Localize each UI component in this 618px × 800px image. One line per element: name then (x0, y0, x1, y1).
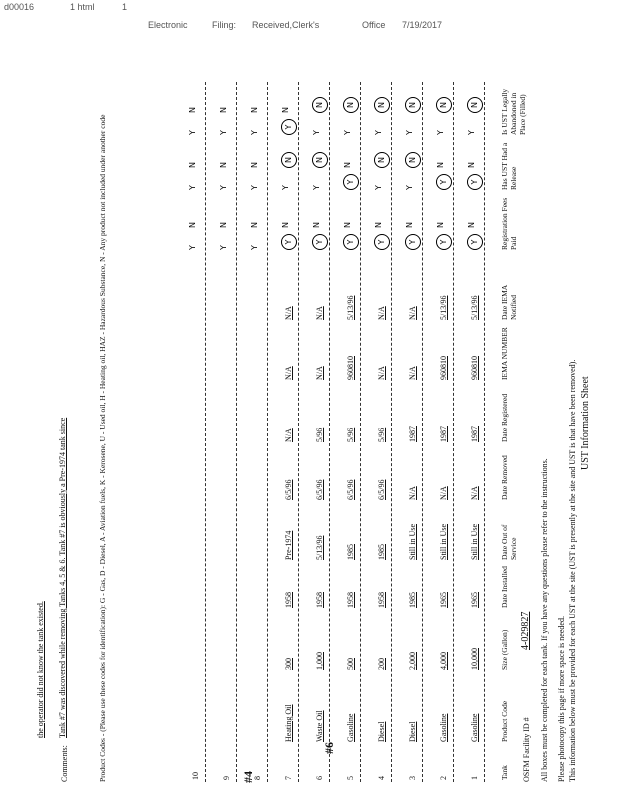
option-release-n: N (374, 152, 390, 168)
stamp-office: Office (362, 20, 386, 30)
option-release-y: Y (343, 174, 359, 190)
option-abandoned-n: N (343, 97, 359, 113)
column-header: Date Removed (500, 455, 509, 500)
cell-product: Gasoline (470, 713, 479, 742)
option-abandoned-n: N (219, 107, 228, 113)
cell-registered: 5/96 (377, 427, 386, 442)
option-abandoned-y: Y (312, 130, 321, 135)
margin-note: #4 (241, 771, 255, 783)
option-abandoned-n: N (281, 107, 290, 113)
cell-installed: 1958 (377, 592, 386, 608)
column-header: Date Registered (500, 393, 509, 442)
row-divider (267, 82, 268, 782)
document-page (0, 40, 618, 800)
instruction-line-1: This information below must be provided for each UST at the site (UST is presently at the site and UST is that have been removed). (568, 359, 577, 782)
cell-size: 4,000 (439, 652, 448, 670)
option-release-n: N (405, 152, 421, 168)
row-divider (360, 82, 361, 782)
cell-removed: 6/5/96 (284, 479, 293, 500)
option-release-n: N (188, 162, 197, 168)
row-divider (205, 82, 206, 782)
option-release-y: Y (374, 185, 383, 190)
option-release-n: N (436, 162, 445, 168)
cell-registered: 1987 (470, 426, 479, 442)
stamp-filing: Filing: (212, 20, 237, 30)
option-release-y: Y (467, 174, 483, 190)
cell-registered: 5/96 (346, 427, 355, 442)
option-release-y: Y (219, 185, 228, 190)
cell-tank: 2 (439, 776, 448, 780)
option-abandoned-y: Y (436, 130, 445, 135)
option-fees-y: Y (250, 245, 259, 250)
option-abandoned-n: N (374, 97, 390, 113)
option-release-n: N (467, 162, 476, 168)
cell-size: 10,000 (470, 648, 479, 670)
column-header: Product Code (500, 700, 509, 742)
column-header: Date Installed (500, 566, 509, 608)
cell-notified: N/A (284, 306, 293, 320)
instruction-line-3: All boxes must be completed for each tank. If you have any questions please refer to the instructions. (540, 458, 549, 782)
stamp-received: Received,Clerk's (252, 20, 320, 30)
margin-note: #6 (322, 742, 336, 754)
option-abandoned-n: N (436, 97, 452, 113)
cell-out: Still in Use (408, 523, 417, 560)
comments-label: Comments: (60, 745, 69, 782)
option-release-n: N (219, 162, 228, 168)
cell-iema: 960810 (470, 356, 479, 380)
option-fees-n: N (467, 222, 476, 228)
cell-installed: 1965 (470, 592, 479, 608)
form-title: UST Information Sheet (580, 376, 591, 470)
option-fees-y: Y (467, 234, 483, 250)
cell-size: 300 (284, 658, 293, 670)
row-divider (236, 82, 237, 782)
cell-size: 200 (377, 658, 386, 670)
option-release-y: Y (250, 185, 259, 190)
cell-installed: 1958 (346, 592, 355, 608)
cell-notified: N/A (377, 306, 386, 320)
cell-size: 1,000 (315, 652, 324, 670)
cell-notified: 5/13/96 (439, 295, 448, 320)
cell-removed: N/A (408, 486, 417, 500)
cell-out: 1985 (346, 544, 355, 560)
comment-line-2: the operator did not know the tank existed. (36, 601, 45, 738)
facility-id-label: OSFM Facility ID # (522, 717, 531, 782)
row-divider (484, 82, 485, 782)
column-header: Tank (500, 765, 509, 780)
option-release-y: Y (436, 174, 452, 190)
stamp-electronic: Electronic (148, 20, 188, 30)
cell-tank: 7 (284, 776, 293, 780)
option-release-y: Y (312, 185, 321, 190)
cell-iema: N/A (377, 366, 386, 380)
cell-iema: N/A (284, 366, 293, 380)
cell-removed: N/A (439, 486, 448, 500)
column-header: Registration Fees Paid (500, 197, 518, 250)
option-abandoned-y: Y (467, 130, 476, 135)
stamp-date: 7/19/2017 (402, 20, 443, 30)
option-fees-y: Y (188, 245, 197, 250)
cell-product: Diesel (377, 721, 386, 742)
cell-out: Pre-1974 (284, 530, 293, 560)
option-fees-y: Y (405, 234, 421, 250)
cell-out: Still in Use (439, 523, 448, 560)
rotated-form (0, 40, 618, 800)
option-fees-y: Y (343, 234, 359, 250)
cell-notified: N/A (408, 306, 417, 320)
scan-header (0, 0, 618, 40)
cell-product: Gasoline (439, 713, 448, 742)
row-divider (329, 82, 330, 782)
scan-id: d00016 (4, 2, 35, 12)
row-divider (298, 82, 299, 782)
cell-tank: 8 (253, 776, 262, 780)
cell-size: 500 (346, 658, 355, 670)
row-divider (422, 82, 423, 782)
column-header: Has UST Had a Release (500, 142, 518, 190)
cell-out: Still in Use (470, 523, 479, 560)
cell-tank: 10 (191, 772, 200, 780)
cell-tank: 5 (346, 776, 355, 780)
option-fees-y: Y (312, 234, 328, 250)
scan-type: 1 html (70, 2, 95, 12)
option-fees-n: N (343, 222, 352, 228)
option-abandoned-y: Y (219, 130, 228, 135)
column-header: IEMA NUMBER (500, 327, 509, 380)
cell-tank: 6 (315, 776, 324, 780)
option-release-y: Y (188, 185, 197, 190)
option-fees-y: Y (436, 234, 452, 250)
option-abandoned-y: Y (405, 130, 414, 135)
cell-iema: 960810 (439, 356, 448, 380)
cell-notified: N/A (315, 306, 324, 320)
cell-notified: 5/13/96 (470, 295, 479, 320)
option-abandoned-y: Y (343, 130, 352, 135)
option-fees-y: Y (219, 245, 228, 250)
option-fees-n: N (188, 222, 197, 228)
option-abandoned-y: Y (250, 130, 259, 135)
cell-iema: N/A (408, 366, 417, 380)
cell-iema: N/A (315, 366, 324, 380)
option-fees-n: N (312, 222, 321, 228)
option-fees-n: N (219, 222, 228, 228)
option-abandoned-n: N (312, 97, 328, 113)
cell-registered: N/A (284, 428, 293, 442)
cell-product: Gasoline (346, 713, 355, 742)
cell-installed: 1985 (408, 592, 417, 608)
cell-tank: 1 (470, 776, 479, 780)
cell-removed: 6/5/96 (377, 479, 386, 500)
cell-removed: N/A (470, 486, 479, 500)
comment-line-1: Tank #7 was discovered while removing Tanks 4, 5 & 6. Tank #7 is obviously a Pre-1974 tank since (58, 417, 67, 738)
option-fees-n: N (405, 222, 414, 228)
cell-product: Diesel (408, 721, 417, 742)
cell-product: Waste Oil (315, 710, 324, 742)
cell-out: 5/13/96 (315, 535, 324, 560)
cell-registered: 5/96 (315, 427, 324, 442)
option-abandoned-n: N (467, 97, 483, 113)
cell-removed: 6/5/96 (346, 479, 355, 500)
column-header: Date Out of Service (500, 524, 518, 560)
cell-product: Heating Oil (284, 704, 293, 742)
option-abandoned-y: Y (188, 130, 197, 135)
column-header: Size (Gallon) (500, 629, 509, 670)
option-release-y: Y (405, 185, 414, 190)
option-fees-y: Y (281, 234, 297, 250)
cell-out: 1985 (377, 544, 386, 560)
cell-tank: 4 (377, 776, 386, 780)
cell-notified: 5/13/96 (346, 295, 355, 320)
cell-removed: 6/5/96 (315, 479, 324, 500)
option-abandoned-n: N (188, 107, 197, 113)
cell-tank: 3 (408, 776, 417, 780)
option-fees-n: N (374, 222, 383, 228)
cell-tank: 9 (222, 776, 231, 780)
option-abandoned-y: Y (374, 130, 383, 135)
option-fees-n: N (250, 222, 259, 228)
cell-size: 2,000 (408, 652, 417, 670)
cell-iema: 960810 (346, 356, 355, 380)
column-header: Is UST Legally Abandoned in Place (Filled) (500, 88, 527, 135)
cell-registered: 1987 (408, 426, 417, 442)
cell-installed: 1958 (284, 592, 293, 608)
option-release-y: Y (281, 185, 290, 190)
scan-page: 1 (122, 2, 128, 12)
row-divider (391, 82, 392, 782)
option-fees-y: Y (374, 234, 390, 250)
instruction-line-2: Please photocopy this page if more space is needed. (557, 616, 566, 782)
option-release-n: N (343, 162, 352, 168)
facility-id-value: 4-029827 (520, 611, 531, 650)
product-codes-note: Product Codes - (Please use these codes for identification): G - Gas, D - Diesel, A - Aviation fuels, K - Kerosene, U - Used oil, H - Heating oil, HAZ - Hazardous Substance, N - Any product not included under another code (98, 114, 107, 782)
option-release-n: N (281, 152, 297, 168)
option-fees-n: N (436, 222, 445, 228)
option-abandoned-n: N (250, 107, 259, 113)
row-divider (453, 82, 454, 782)
option-fees-n: N (281, 222, 290, 228)
cell-installed: 1965 (439, 592, 448, 608)
option-release-n: N (312, 152, 328, 168)
cell-registered: 1987 (439, 426, 448, 442)
option-abandoned-n: N (405, 97, 421, 113)
cell-installed: 1958 (315, 592, 324, 608)
column-header: Date IEMA Notified (500, 285, 518, 320)
option-abandoned-y: Y (281, 119, 297, 135)
option-release-n: N (250, 162, 259, 168)
